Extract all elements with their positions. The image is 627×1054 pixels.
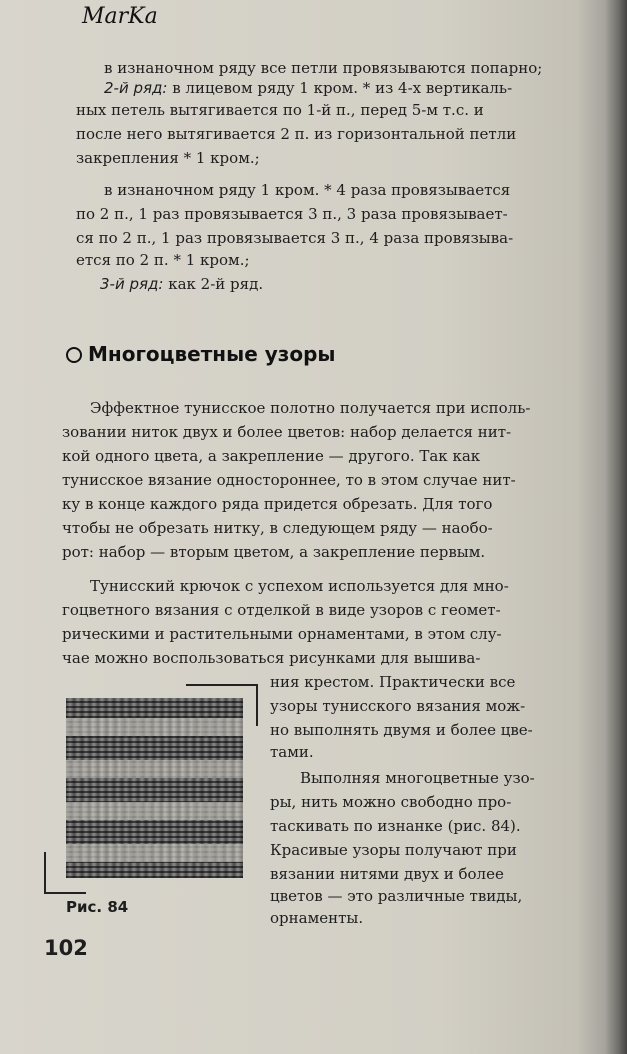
watermark: MarKa [82, 4, 158, 29]
text-line: Эффектное тунисское полотно получается при исполь- [90, 399, 531, 417]
figure-caption: Рис. 84 [66, 898, 129, 916]
text-line: орнаменты. [270, 909, 364, 927]
text-line: ся по 2 п., 1 раз провязывается 3 п., 4 раза провязыва- [76, 229, 514, 247]
text-line: чае можно воспользоваться рисунками для вышива- [62, 649, 481, 667]
text-line: по 2 п., 1 раз провязывается 3 п., 3 раза провязывает- [76, 205, 508, 223]
page-number: 102 [44, 936, 88, 960]
knitting-sample-image [66, 698, 243, 878]
text-line: ку в конце каждого ряда придется обрезать. Для того [62, 495, 493, 513]
text-line: вязании нитями двух и более [270, 865, 504, 883]
text-line: Красивые узоры получают при [270, 841, 517, 859]
row-label: 3-й ряд: [100, 275, 164, 293]
book-spine-shadow [605, 0, 627, 1054]
text-line: но выполнять двумя и более цве- [270, 721, 533, 739]
text-line: ется по 2 п. * 1 кром.; [76, 251, 250, 269]
circle-bullet-icon [66, 347, 82, 363]
text-line: в изнаночном ряду 1 кром. * 4 раза провязывается [104, 181, 511, 199]
text-line: цветов — это различные твиды, [270, 887, 523, 905]
text-line: 2-й ряд: в лицевом ряду 1 кром. * из 4-х вертикаль- [104, 79, 513, 97]
text-line: Тунисский крючок с успехом используется для мно- [90, 577, 509, 595]
text-line: кой одного цвета, а закрепление — другого. Так как [62, 447, 481, 465]
text-line: закрепления * 1 кром.; [76, 149, 260, 167]
text-line: в изнаночном ряду все петли провязываются попарно; [104, 59, 543, 77]
text-line: рот: набор — вторым цветом, а закрепление первым. [62, 543, 486, 561]
text-line: чтобы не обрезать нитку, в следующем ряду — наобо- [62, 519, 493, 537]
text-line: гоцветного вязания с отделкой в виде узоров с геомет- [62, 601, 501, 619]
text-line: Выполняя многоцветные узо- [300, 769, 535, 787]
text-line: ры, нить можно свободно про- [270, 793, 512, 811]
text-line: ния крестом. Практически все [270, 673, 516, 691]
text-line: 3-й ряд: как 2-й ряд. [100, 275, 264, 293]
text-line: ных петель вытягивается по 1-й п., перед 5-м т.с. и [76, 101, 484, 119]
text-line: тунисское вязание одностороннее, то в этом случае нит- [62, 471, 516, 489]
section-heading: Многоцветные узоры [66, 342, 336, 366]
row-label: 2-й ряд: [104, 79, 168, 97]
text-line: узоры тунисского вязания мож- [270, 697, 526, 715]
text-line: зовании ниток двух и более цветов: набор делается нит- [62, 423, 512, 441]
text-line: после него вытягивается 2 п. из горизонтальной петли [76, 125, 517, 143]
text-line: тами. [270, 743, 314, 761]
text-line: таскивать по изнанке (рис. 84). [270, 817, 521, 835]
text-line: рическими и растительными орнаментами, в этом слу- [62, 625, 502, 643]
